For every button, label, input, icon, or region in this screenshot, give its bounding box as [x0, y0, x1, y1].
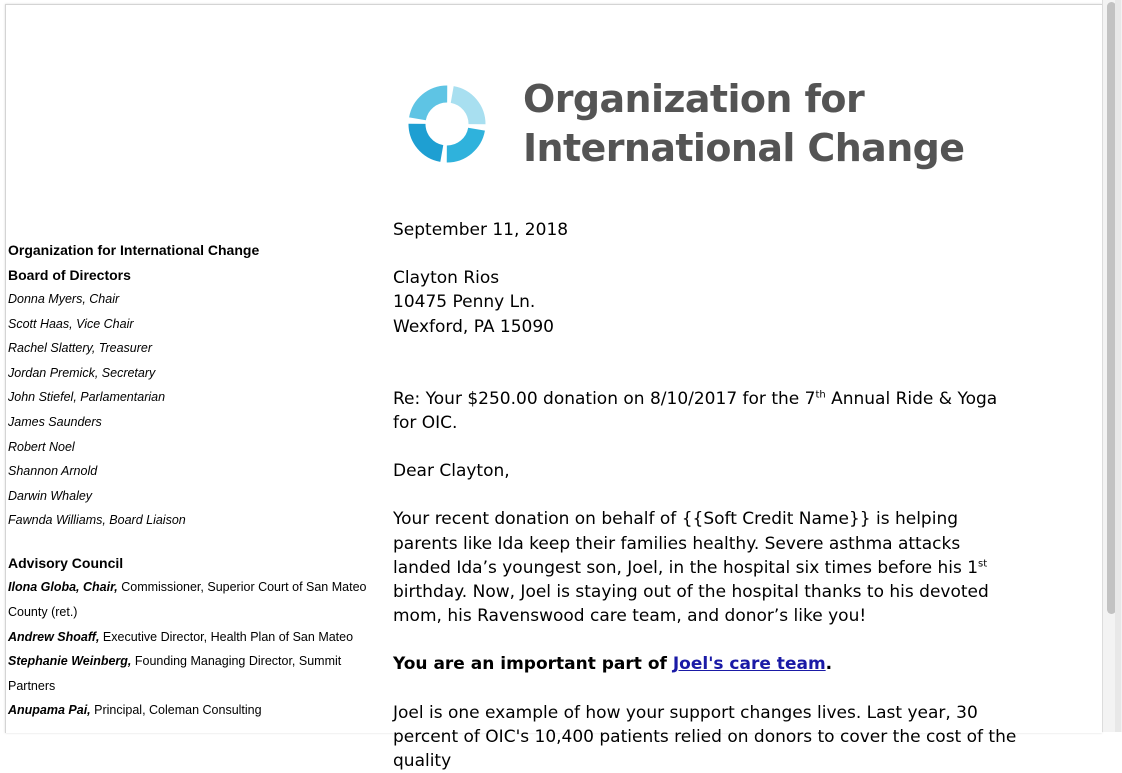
- advisory-heading: Advisory Council: [8, 554, 124, 571]
- advisory-member-role: Commissioner, Superior Court of San Mateo County (ret.): [8, 580, 367, 620]
- advisory-member: [8, 649, 368, 698]
- advisory-member-name: Stephanie Weinberg,: [8, 654, 132, 669]
- body-ordinal: st: [978, 558, 988, 570]
- org-title-line-2: International Change: [523, 126, 965, 170]
- body-paragraph-1: [393, 507, 1023, 628]
- organization-title: [523, 75, 964, 173]
- organization-logo-icon: [404, 81, 490, 167]
- regarding-text: Re: Your $250.00 donation on 8/10/2017 for the 7: [393, 388, 816, 409]
- body-paragraph-2: Joel is one example of how your support changes lives. Last year, 30 percent of OIC's 10,400 patients relied on donors to cover the cost of the quality: [393, 702, 1017, 772]
- org-title-line-1: Organization for: [523, 77, 865, 121]
- recipient-address-line-1: 10475 Penny Ln.: [393, 292, 536, 313]
- salutation: Dear Clayton,: [393, 461, 510, 482]
- advisory-member-name: Andrew Shoaff,: [8, 629, 100, 644]
- board-member: Shannon Arnold: [8, 464, 98, 479]
- sidebar-spacer: [8, 533, 368, 551]
- board-member: Darwin Whaley: [8, 488, 93, 503]
- board-member: Rachel Slattery, Treasurer: [8, 341, 153, 356]
- advisory-member: [8, 698, 368, 723]
- board-member: Robert Noel: [8, 439, 75, 454]
- body-text: Your recent donation on behalf of {{Soft Credit Name}} is helping parents like Ida keep their families healthy. Severe asthma attacks landed Ida’s youngest son, Joel, in the hospital six times before his 1: [393, 509, 979, 578]
- recipient-address-line-2: Wexford, PA 15090: [393, 316, 554, 337]
- care-team-link[interactable]: Joel's care team: [672, 654, 826, 675]
- window-edge: [1115, 0, 1121, 732]
- advisory-member: [8, 575, 368, 624]
- regarding-ordinal: th: [815, 389, 826, 401]
- letterhead-sidebar: [8, 238, 368, 723]
- board-member: Scott Haas, Vice Chair: [8, 316, 134, 331]
- board-member: John Stiefel, Parlamentarian: [8, 390, 166, 405]
- regarding-line: [393, 387, 1023, 435]
- advisory-member: [8, 625, 368, 650]
- advisory-member-role: Principal, Coleman Consulting: [90, 703, 262, 718]
- advisory-member-role: Founding Managing Director, Summit Partners: [8, 654, 342, 693]
- advisory-member-name: Anupama Pai,: [8, 703, 91, 718]
- letter-body: [393, 218, 1023, 773]
- document-page: [5, 4, 1102, 772]
- body-text-cont: birthday. Now, Joel is staying out of the hospital thanks to his devoted mom, his Ravenswood care team, and donor’s like you!: [393, 582, 989, 627]
- advisory-member-name: Ilona Globa, Chair,: [8, 580, 118, 595]
- sidebar-org-name: Organization for International Change: [8, 242, 260, 258]
- board-heading: Board of Directors: [8, 266, 131, 283]
- board-member: Fawnda Williams, Board Liaison: [8, 513, 186, 528]
- important-prefix: You are an important part of: [393, 654, 673, 675]
- letter-date: September 11, 2018: [393, 220, 569, 240]
- important-suffix: .: [825, 654, 833, 675]
- regarding-text-cont: Annual Ride & Yoga for OIC.: [393, 388, 998, 434]
- advisory-member-role: Executive Director, Health Plan of San Mateo: [99, 629, 354, 644]
- recipient-name: Clayton Rios: [393, 268, 500, 289]
- board-member: Jordan Premick, Secretary: [8, 365, 156, 380]
- important-line: [393, 652, 1023, 676]
- board-member: Donna Myers, Chair: [8, 292, 120, 306]
- board-member: James Saunders: [8, 414, 102, 429]
